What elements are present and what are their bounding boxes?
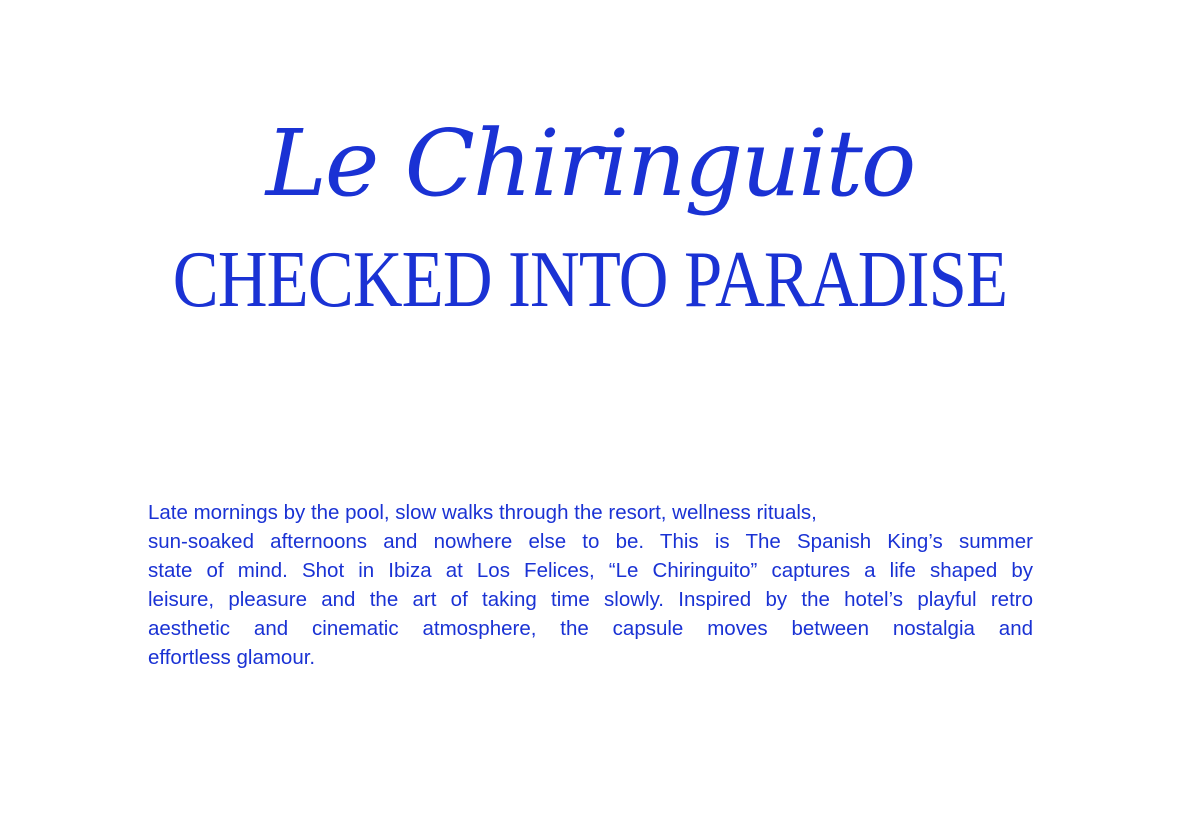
body-line: state of mind. Shot in Ibiza at Los Felices, “Le Chiringuito” captures a life shaped by [148, 559, 1033, 582]
body-line: effortless glamour. [148, 646, 316, 669]
headline: CHECKED INTO PARADISE [172, 236, 1008, 324]
body-line: leisure, pleasure and the art of taking time slowly. Inspired by the hotel’s playful retro [148, 588, 1033, 611]
body-line: aesthetic and cinematic atmosphere, the capsule moves between nostalgia and [148, 617, 1033, 640]
body-line: sun-soaked afternoons and nowhere else to be. This is The Spanish King’s summer [148, 530, 1033, 553]
script-title: Le Chiringuito [265, 110, 915, 217]
body-paragraph [148, 498, 1033, 672]
body-line: Late mornings by the pool, slow walks through the resort, wellness rituals, [148, 501, 817, 524]
